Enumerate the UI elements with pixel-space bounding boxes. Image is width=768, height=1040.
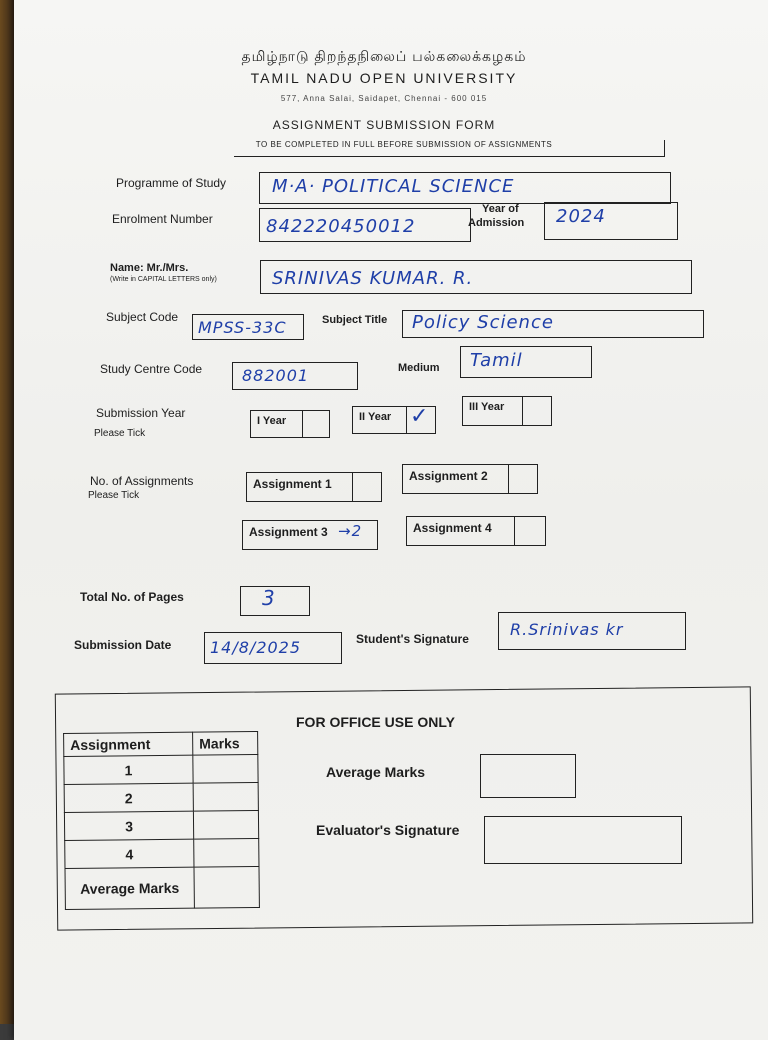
office-use-title: FOR OFFICE USE ONLY — [296, 714, 455, 730]
enrolment-value: 842220450012 — [266, 216, 416, 237]
assignment-2-checkbox[interactable] — [508, 464, 538, 494]
student-signature: R.Srinivas kr — [510, 620, 624, 639]
university-name: TAMIL NADU OPEN UNIVERSITY — [250, 70, 518, 86]
average-marks-label: Average Marks — [326, 764, 426, 780]
assignment-option-4[interactable]: Assignment 4 — [406, 516, 546, 546]
subject-code-value: MPSS-33C — [198, 318, 287, 337]
submission-date-label: Submission Date — [74, 638, 172, 652]
year-3-checkbox[interactable] — [522, 396, 552, 426]
assignment-option-3[interactable]: Assignment 3 — [242, 520, 378, 550]
year-1-checkbox[interactable] — [302, 410, 330, 438]
year-option-1[interactable]: I Year — [250, 410, 330, 438]
table-row: 1 — [64, 755, 193, 784]
table-row: 4 — [65, 839, 194, 868]
form-title: ASSIGNMENT SUBMISSION FORM — [272, 118, 496, 132]
university-address: 577, Anna Salai, Saidapet, Chennai - 600 015 — [280, 94, 488, 103]
table-row: 3 — [64, 811, 193, 840]
average-row: Average Marks — [65, 867, 194, 909]
programme-label: Programme of Study — [116, 176, 227, 190]
assignment-3-mark: →2 — [338, 522, 363, 540]
col-marks: Marks — [193, 731, 258, 755]
total-pages-value: 3 — [262, 586, 276, 610]
note-frame — [234, 140, 665, 157]
form-paper — [14, 0, 768, 1040]
year-of-admission-label-2: Admission — [468, 217, 525, 229]
year-of-admission-label-1: Year of — [482, 203, 519, 215]
name-label: Name: Mr./Mrs. — [110, 262, 189, 274]
table-row: 2 — [64, 783, 193, 812]
marks-cell[interactable] — [194, 866, 259, 908]
subject-title-value: Policy Science — [412, 312, 554, 333]
name-value: SRINIVAS KUMAR. R. — [272, 268, 474, 289]
marks-cell[interactable] — [193, 782, 258, 811]
marks-table — [63, 731, 260, 910]
study-centre-value: 882001 — [242, 366, 310, 385]
marks-cell[interactable] — [193, 754, 258, 783]
evaluator-label: Evaluator's Signature — [316, 822, 460, 838]
evaluator-signature-box[interactable] — [484, 816, 682, 864]
subject-title-label: Subject Title — [322, 314, 388, 326]
average-marks-box[interactable] — [480, 754, 576, 798]
enrolment-label: Enrolment Number — [112, 212, 213, 226]
subject-code-label: Subject Code — [106, 310, 179, 324]
marks-cell[interactable] — [194, 838, 259, 867]
submission-year-please-tick: Please Tick — [94, 428, 146, 439]
university-name-tamil: தமிழ்நாடு திறந்தநிலைப் பல்கலைக்கழகம் — [241, 48, 527, 64]
assignment-1-checkbox[interactable] — [352, 472, 382, 502]
medium-value: Tamil — [470, 350, 523, 371]
assignment-option-1[interactable]: Assignment 1 — [246, 472, 382, 502]
assignments-label: No. of Assignments — [90, 474, 194, 488]
submission-year-label: Submission Year — [96, 406, 186, 420]
name-note: (Write in CAPITAL LETTERS only) — [110, 276, 217, 283]
assignment-4-checkbox[interactable] — [514, 516, 546, 546]
col-assignment: Assignment — [64, 732, 193, 756]
year-of-admission-value: 2024 — [556, 206, 606, 227]
form-note: TO BE COMPLETED IN FULL BEFORE SUBMISSION OF ASSIGNMENTS — [255, 140, 553, 149]
signature-label: Student's Signature — [356, 632, 469, 646]
total-pages-label: Total No. of Pages — [80, 590, 184, 604]
assignments-please-tick: Please Tick — [88, 490, 140, 501]
assignment-option-2[interactable]: Assignment 2 — [402, 464, 538, 494]
study-centre-label: Study Centre Code — [100, 362, 203, 376]
marks-cell[interactable] — [193, 810, 258, 839]
year-option-3[interactable]: III Year — [462, 396, 552, 426]
year-option-2[interactable]: II Year — [352, 406, 436, 434]
medium-label: Medium — [398, 362, 440, 374]
checkmark-icon: ✓ — [410, 404, 430, 429]
programme-value: M·A· POLITICAL SCIENCE — [272, 176, 515, 197]
submission-date-value: 14/8/2025 — [210, 638, 302, 657]
